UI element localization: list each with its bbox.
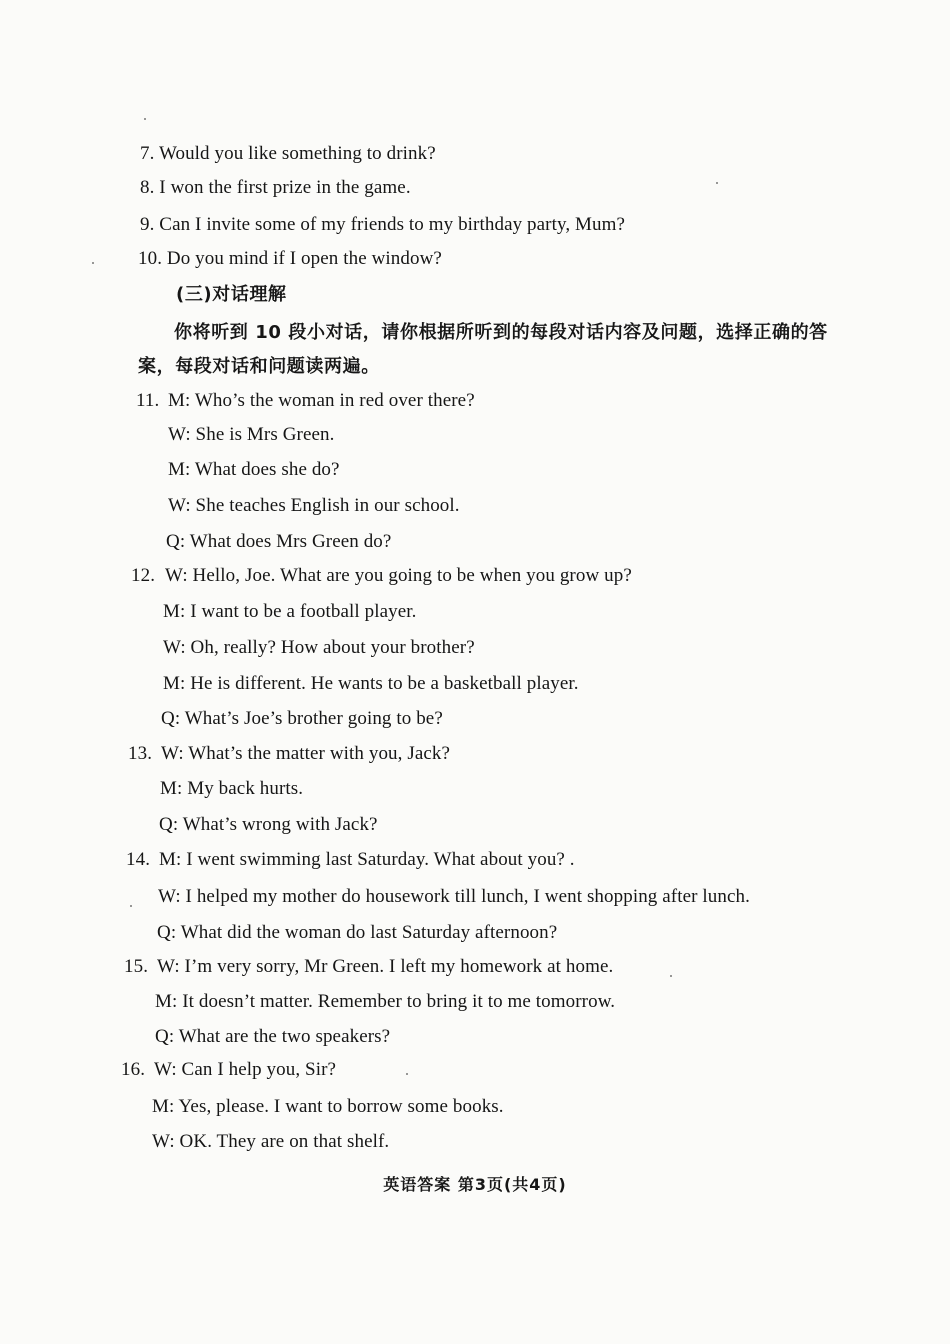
listening-item-9: 9. Can I invite some of my friends to my birthday party, Mum? (140, 214, 626, 235)
section-instruction: 你将听到 10 段小对话，请你根据所听到的每段对话内容及问题，选择正确的答 (174, 322, 828, 343)
scan-speck (406, 1073, 408, 1075)
dialogue-question: Q: What does Mrs Green do? (166, 531, 392, 552)
dialogue-line: M: Yes, please. I want to borrow some books. (152, 1096, 504, 1117)
section-instruction-continued: 案，每段对话和问题读两遍。 (138, 356, 380, 377)
dialogue-question: Q: What are the two speakers? (155, 1026, 391, 1047)
page-footer: 英语答案 第3页(共4页) (383, 1175, 567, 1194)
section-heading: (三)对话理解 (176, 284, 287, 305)
dialogue-line: W: I helped my mother do housework till lunch, I went shopping after lunch. (158, 886, 750, 907)
dialogue-14-number: 14. (126, 849, 151, 870)
dialogue-question: Q: What did the woman do last Saturday afternoon? (157, 922, 558, 943)
listening-item-8: 8. I won the first prize in the game. (140, 177, 411, 198)
dialogue-question: Q: What’s Joe’s brother going to be? (161, 708, 443, 729)
dialogue-line: M: I went swimming last Saturday. What about you? . (159, 849, 575, 870)
dialogue-15-number: 15. (124, 956, 149, 977)
dialogue-line: W: I’m very sorry, Mr Green. I left my homework at home. (157, 956, 614, 977)
scan-speck (92, 262, 94, 264)
dialogue-line: M: Who’s the woman in red over there? (168, 390, 475, 411)
dialogue-13-number: 13. (128, 743, 153, 764)
listening-item-10: 10. Do you mind if I open the window? (138, 248, 442, 269)
dialogue-line: W: What’s the matter with you, Jack? (161, 743, 451, 764)
dialogue-line: W: OK. They are on that shelf. (152, 1131, 390, 1152)
scan-speck (144, 118, 146, 120)
dialogue-line: W: Oh, really? How about your brother? (163, 637, 475, 658)
listening-item-7: 7. Would you like something to drink? (140, 143, 436, 164)
dialogue-12-number: 12. (131, 565, 156, 586)
dialogue-line: W: She is Mrs Green. (168, 424, 335, 445)
dialogue-11-number: 11. (136, 390, 160, 411)
dialogue-line: M: It doesn’t matter. Remember to bring it to me tomorrow. (155, 991, 616, 1012)
dialogue-line: W: Hello, Joe. What are you going to be when you grow up? (165, 565, 632, 586)
dialogue-line: M: I want to be a football player. (163, 601, 417, 622)
dialogue-line: W: Can I help you, Sir? (154, 1059, 337, 1080)
dialogue-line: W: She teaches English in our school. (168, 495, 460, 516)
scan-speck (716, 182, 718, 184)
dialogue-line: M: What does she do? (168, 459, 340, 480)
scan-speck (670, 975, 672, 977)
dialogue-16-number: 16. (121, 1059, 146, 1080)
dialogue-line: M: My back hurts. (160, 778, 304, 799)
dialogue-question: Q: What’s wrong with Jack? (159, 814, 378, 835)
scan-speck (130, 905, 132, 907)
dialogue-line: M: He is different. He wants to be a basketball player. (163, 673, 579, 694)
